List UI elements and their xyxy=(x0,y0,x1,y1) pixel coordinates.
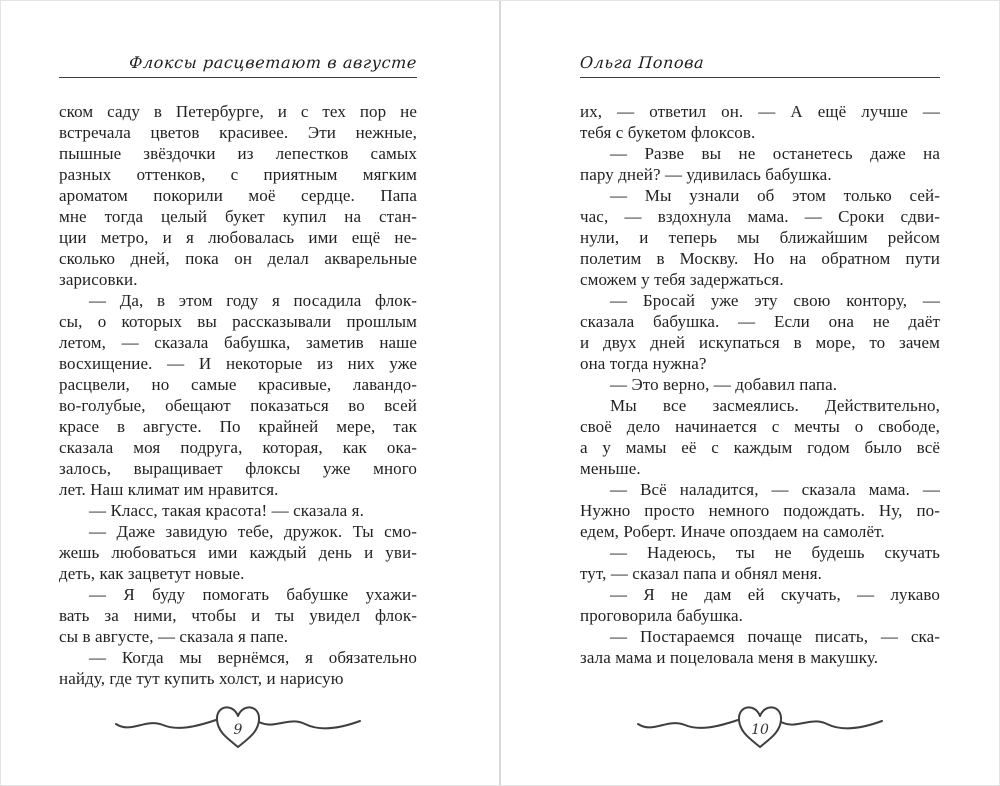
text-line: — Надеюсь, ты не будешь скучать xyxy=(610,543,940,562)
text-line: красе в августе. По крайней мере, так xyxy=(59,417,417,436)
text-line: залось, выращивает флоксы уже много xyxy=(59,459,417,478)
text-line: — Даже завидую тебе, дружок. Ты смо- xyxy=(89,522,417,541)
page-number: 10 xyxy=(751,722,769,738)
text-line: — Я буду помогать бабушке ухажи- xyxy=(89,585,417,604)
text-line: сможем у тебя задержаться. xyxy=(580,270,784,289)
right-page-text xyxy=(580,101,940,668)
text-line: зарисовки. xyxy=(59,270,138,289)
text-line: — Разве вы не останетесь даже на xyxy=(610,144,940,163)
text-line: сы, о которых вы рассказывали прошлым xyxy=(59,312,417,331)
text-line: — Всё наладится, — сказала мама. — xyxy=(610,480,940,499)
text-line: сказала моя подруга, которая, как ока- xyxy=(59,438,417,457)
text-line: — Постараемся почаще писать, — ска- xyxy=(610,627,940,646)
left-page-footer xyxy=(59,694,417,759)
left-page-text xyxy=(59,101,417,689)
left-page xyxy=(1,1,500,785)
text-line: — Когда мы вернёмся, я обязательно xyxy=(89,648,417,667)
text-line: — Мы узнали об этом только сей- xyxy=(610,186,940,205)
text-line: летом, — сказала бабушка, заметив наше xyxy=(59,333,417,352)
text-line: меньше. xyxy=(580,459,641,478)
text-line: пышные звёздочки из лепестков самых xyxy=(59,144,417,163)
text-line: зала мама и поцеловала меня в макушку. xyxy=(580,648,879,667)
right-page xyxy=(502,1,1000,785)
text-line: найду, где тут купить холст, и нарисую xyxy=(59,669,344,688)
text-line: пару дней? — удивилась бабушка. xyxy=(580,165,832,184)
text-line: полетим в Москву. Но на обратном пути xyxy=(580,249,940,268)
text-line: проговорила бабушка. xyxy=(580,606,744,625)
heart-divider-ornament xyxy=(635,694,885,754)
text-line: лет. Наш климат им нравится. xyxy=(59,480,279,499)
text-line: разных оттенков, с приятным мягким xyxy=(59,165,417,184)
text-line: сы в августе, — сказала я папе. xyxy=(59,627,289,646)
text-line: — Да, в этом году я посадила флок- xyxy=(89,291,417,310)
heart-divider-ornament xyxy=(113,694,363,754)
text-line: а у мамы её с каждым годом было всё xyxy=(580,438,940,457)
text-line: и двух дней искупаться в море, то зачем xyxy=(580,333,940,352)
text-line: едем, Роберт. Иначе опоздаем на самолёт. xyxy=(580,522,885,541)
running-head-chapter-title: Флоксы расцветают в августе xyxy=(128,53,418,72)
right-page-header xyxy=(580,53,940,78)
text-line: деть, как зацветут новые. xyxy=(59,564,245,583)
right-page-footer xyxy=(580,694,940,759)
text-line: тебя с букетом флоксов. xyxy=(580,123,756,142)
text-line: ском саду в Петербурге, и с тех пор не xyxy=(59,102,417,121)
text-line: сказала бабушка. — Если она не даёт xyxy=(580,312,940,331)
text-line: восхищение. — И некоторые из них уже xyxy=(59,354,417,373)
text-line: вать за ними, чтобы и ты увидел флок- xyxy=(59,606,417,625)
text-line: ции метро, и я любовалась ими ещё не- xyxy=(59,228,417,247)
text-line: сколько дней, пока он делал акварельные xyxy=(59,249,417,268)
text-line: — Это верно, — добавил папа. xyxy=(610,375,838,394)
running-head-author-name: Ольга Попова xyxy=(579,53,705,72)
left-page-header xyxy=(59,53,417,78)
text-line: Нужно просто немного подождать. Ну, по- xyxy=(580,501,940,520)
text-line: во-голубые, обещают показаться во всей xyxy=(59,396,417,415)
text-line: тут, — сказал папа и обнял меня. xyxy=(580,564,822,583)
text-line: мне тогда целый букет купил на стан- xyxy=(59,207,417,226)
text-line: их, — ответил он. — А ещё лучше — xyxy=(580,102,940,121)
text-line: час, — вздохнула мама. — Сроки сдви- xyxy=(580,207,940,226)
text-line: своё дело начинается с мечты о свободе, xyxy=(580,417,940,436)
text-line: нули, и теперь мы ближайшим рейсом xyxy=(580,228,940,247)
text-line: жешь любоваться ими каждый день и уви- xyxy=(59,543,417,562)
page-number: 9 xyxy=(233,722,243,738)
text-line: Мы все засмеялись. Действительно, xyxy=(610,396,940,415)
text-line: — Я не дам ей скучать, — лукаво xyxy=(610,585,940,604)
text-line: — Бросай уже эту свою контору, — xyxy=(610,291,940,310)
header-rule xyxy=(59,77,417,78)
text-line: она тогда нужна? xyxy=(580,354,707,373)
text-line: — Класс, такая красота! — сказала я. xyxy=(89,501,364,520)
text-line: расцвели, но самые красивые, лавандо- xyxy=(59,375,417,394)
text-line: ароматом покорили моё сердце. Папа xyxy=(59,186,417,205)
text-line: встречала цветов красивее. Эти нежные, xyxy=(59,123,417,142)
page-gutter-line xyxy=(499,1,501,785)
header-rule xyxy=(580,77,940,78)
